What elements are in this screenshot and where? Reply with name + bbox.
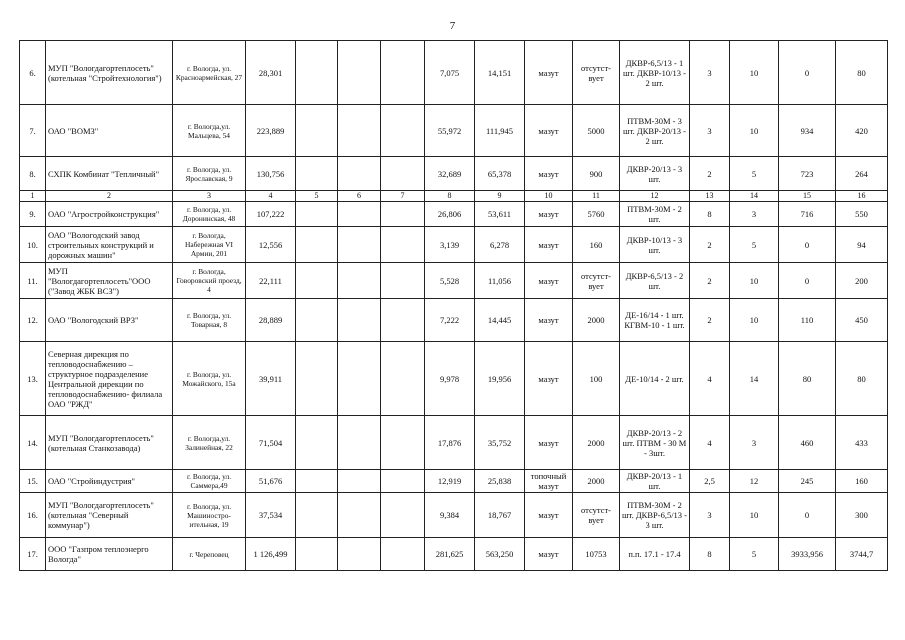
cell-fuel: мазут bbox=[525, 416, 573, 470]
cell-c13: 2 bbox=[690, 263, 730, 299]
cell-c4: 1 126,499 bbox=[246, 538, 296, 571]
table-body bbox=[20, 41, 888, 571]
cell-c16: 94 bbox=[836, 227, 888, 263]
page-number: 7 bbox=[449, 20, 456, 32]
cell-c6 bbox=[338, 299, 381, 342]
cell-name: МУП "Вологдагортеплосеть" (котельная "Северный коммунар") bbox=[46, 493, 173, 538]
cell-c11: 2000 bbox=[573, 416, 620, 470]
cell-c7 bbox=[381, 470, 425, 493]
cell-c13: 3 bbox=[690, 41, 730, 105]
column-number: 1 bbox=[20, 191, 46, 202]
cell-c6 bbox=[338, 493, 381, 538]
cell-no: 13. bbox=[20, 342, 46, 416]
cell-c8: 7,222 bbox=[425, 299, 475, 342]
cell-c6 bbox=[338, 538, 381, 571]
table-row bbox=[20, 416, 888, 470]
cell-c13: 2 bbox=[690, 227, 730, 263]
cell-c8: 3,139 bbox=[425, 227, 475, 263]
cell-boilers: ДЕ-10/14 - 2 шт. bbox=[620, 342, 690, 416]
cell-c5 bbox=[296, 227, 338, 263]
cell-c9: 35,752 bbox=[475, 416, 525, 470]
cell-c16: 433 bbox=[836, 416, 888, 470]
cell-c15: 716 bbox=[779, 202, 836, 227]
cell-c7 bbox=[381, 538, 425, 571]
cell-c13: 4 bbox=[690, 342, 730, 416]
column-number-row bbox=[20, 191, 888, 202]
cell-c13: 2 bbox=[690, 299, 730, 342]
table-row bbox=[20, 299, 888, 342]
cell-c9: 25,838 bbox=[475, 470, 525, 493]
cell-boilers: ДКВР-20/13 - 3 шт. bbox=[620, 157, 690, 191]
cell-c6 bbox=[338, 227, 381, 263]
cell-address: г. Вологда, ул. Можайского, 15а bbox=[173, 342, 246, 416]
cell-c8: 32,689 bbox=[425, 157, 475, 191]
cell-c8: 281,625 bbox=[425, 538, 475, 571]
cell-no: 11. bbox=[20, 263, 46, 299]
cell-c13: 3 bbox=[690, 493, 730, 538]
cell-c15: 723 bbox=[779, 157, 836, 191]
cell-c15: 0 bbox=[779, 41, 836, 105]
cell-c13: 4 bbox=[690, 416, 730, 470]
cell-c14: 5 bbox=[730, 538, 779, 571]
cell-c9: 6,278 bbox=[475, 227, 525, 263]
column-number: 7 bbox=[381, 191, 425, 202]
cell-c4: 107,222 bbox=[246, 202, 296, 227]
cell-c14: 5 bbox=[730, 157, 779, 191]
cell-c7 bbox=[381, 157, 425, 191]
column-number: 5 bbox=[296, 191, 338, 202]
cell-c14: 10 bbox=[730, 41, 779, 105]
cell-address: г. Вологда, Набережная VI Армии, 201 bbox=[173, 227, 246, 263]
cell-name: ООО "Газпром теплоэнерго Вологда" bbox=[46, 538, 173, 571]
cell-c16: 160 bbox=[836, 470, 888, 493]
cell-fuel: мазут bbox=[525, 157, 573, 191]
cell-name: ОАО "Стройиндустрия" bbox=[46, 470, 173, 493]
cell-no: 8. bbox=[20, 157, 46, 191]
cell-c16: 200 bbox=[836, 263, 888, 299]
cell-address: г. Вологда, ул. Саммера,49 bbox=[173, 470, 246, 493]
cell-c16: 420 bbox=[836, 105, 888, 157]
column-number: 8 bbox=[425, 191, 475, 202]
cell-c4: 28,889 bbox=[246, 299, 296, 342]
column-number: 4 bbox=[246, 191, 296, 202]
cell-c9: 19,956 bbox=[475, 342, 525, 416]
cell-fuel: мазут bbox=[525, 493, 573, 538]
cell-boilers: п.п. 17.1 - 17.4 bbox=[620, 538, 690, 571]
cell-no: 9. bbox=[20, 202, 46, 227]
cell-c8: 9,384 bbox=[425, 493, 475, 538]
cell-c5 bbox=[296, 41, 338, 105]
cell-c9: 563,250 bbox=[475, 538, 525, 571]
cell-c6 bbox=[338, 202, 381, 227]
table-row bbox=[20, 470, 888, 493]
cell-c4: 28,301 bbox=[246, 41, 296, 105]
cell-c7 bbox=[381, 227, 425, 263]
cell-fuel: мазут bbox=[525, 227, 573, 263]
cell-boilers: ДЕ-16/14 - 1 шт. КГВМ-10 - 1 шт. bbox=[620, 299, 690, 342]
cell-fuel: топочный мазут bbox=[525, 470, 573, 493]
cell-c16: 80 bbox=[836, 41, 888, 105]
cell-c15: 934 bbox=[779, 105, 836, 157]
column-number: 2 bbox=[46, 191, 173, 202]
cell-c4: 22,111 bbox=[246, 263, 296, 299]
cell-c14: 12 bbox=[730, 470, 779, 493]
table-row bbox=[20, 538, 888, 571]
cell-address: г. Вологда, ул. Доронинская, 48 bbox=[173, 202, 246, 227]
cell-c9: 11,056 bbox=[475, 263, 525, 299]
cell-c4: 130,756 bbox=[246, 157, 296, 191]
cell-c6 bbox=[338, 41, 381, 105]
cell-c4: 39,911 bbox=[246, 342, 296, 416]
column-number: 11 bbox=[573, 191, 620, 202]
cell-c15: 0 bbox=[779, 493, 836, 538]
cell-c8: 17,876 bbox=[425, 416, 475, 470]
cell-c15: 245 bbox=[779, 470, 836, 493]
cell-name: МУП "Вологдагортеплосеть" (котельная Станкозавода) bbox=[46, 416, 173, 470]
cell-c5 bbox=[296, 299, 338, 342]
cell-c15: 80 bbox=[779, 342, 836, 416]
cell-c5 bbox=[296, 538, 338, 571]
boiler-registry-table bbox=[19, 40, 888, 571]
cell-fuel: мазут bbox=[525, 299, 573, 342]
cell-fuel: мазут bbox=[525, 263, 573, 299]
table-row bbox=[20, 227, 888, 263]
cell-boilers: ПТВМ-30М - 3 шт. ДКВР-20/13 - 2 шт. bbox=[620, 105, 690, 157]
cell-c5 bbox=[296, 157, 338, 191]
cell-name: ОАО "Вологодский ВРЗ" bbox=[46, 299, 173, 342]
cell-c11: 100 bbox=[573, 342, 620, 416]
cell-no: 16. bbox=[20, 493, 46, 538]
cell-c9: 14,151 bbox=[475, 41, 525, 105]
table-row bbox=[20, 105, 888, 157]
cell-c4: 71,504 bbox=[246, 416, 296, 470]
cell-no: 6. bbox=[20, 41, 46, 105]
cell-c16: 264 bbox=[836, 157, 888, 191]
table-row bbox=[20, 493, 888, 538]
cell-c9: 111,945 bbox=[475, 105, 525, 157]
cell-c6 bbox=[338, 416, 381, 470]
cell-c16: 300 bbox=[836, 493, 888, 538]
cell-c8: 26,806 bbox=[425, 202, 475, 227]
cell-c11: 5760 bbox=[573, 202, 620, 227]
cell-name: МУП "Вологдагортеплосеть"ООО ("Завод ЖБК ВСЗ") bbox=[46, 263, 173, 299]
cell-c13: 8 bbox=[690, 538, 730, 571]
cell-c16: 3744,7 bbox=[836, 538, 888, 571]
cell-c6 bbox=[338, 157, 381, 191]
cell-c15: 0 bbox=[779, 263, 836, 299]
cell-c6 bbox=[338, 342, 381, 416]
cell-address: г. Вологда, Говоровский проезд, 4 bbox=[173, 263, 246, 299]
cell-address: г. Вологда,ул. Залинейная, 22 bbox=[173, 416, 246, 470]
cell-c5 bbox=[296, 416, 338, 470]
column-number: 14 bbox=[730, 191, 779, 202]
cell-c8: 12,919 bbox=[425, 470, 475, 493]
cell-c13: 8 bbox=[690, 202, 730, 227]
cell-c7 bbox=[381, 299, 425, 342]
cell-no: 7. bbox=[20, 105, 46, 157]
cell-name: ОАО "Вологодский завод строительных конструкций и дорожных машин" bbox=[46, 227, 173, 263]
cell-c5 bbox=[296, 263, 338, 299]
cell-c5 bbox=[296, 342, 338, 416]
cell-c11: 10753 bbox=[573, 538, 620, 571]
cell-c8: 55,972 bbox=[425, 105, 475, 157]
cell-c13: 3 bbox=[690, 105, 730, 157]
cell-name: ОАО "ВОМЗ" bbox=[46, 105, 173, 157]
column-number: 12 bbox=[620, 191, 690, 202]
cell-address: г. Вологда,ул. Мальцева, 54 bbox=[173, 105, 246, 157]
cell-boilers: ПТВМ-30М - 2 шт. bbox=[620, 202, 690, 227]
cell-boilers: ДКВР-20/13 - 2 шт. ПТВМ - 30 М - 3шт. bbox=[620, 416, 690, 470]
cell-c4: 12,556 bbox=[246, 227, 296, 263]
cell-c11: 160 bbox=[573, 227, 620, 263]
cell-name: ОАО "Агростройконструкция" bbox=[46, 202, 173, 227]
cell-c11: 900 bbox=[573, 157, 620, 191]
cell-c16: 80 bbox=[836, 342, 888, 416]
cell-c7 bbox=[381, 41, 425, 105]
cell-address: г. Вологда, ул. Товарная, 8 bbox=[173, 299, 246, 342]
cell-c14: 14 bbox=[730, 342, 779, 416]
column-number: 10 bbox=[525, 191, 573, 202]
cell-no: 12. bbox=[20, 299, 46, 342]
cell-c14: 10 bbox=[730, 105, 779, 157]
column-number: 6 bbox=[338, 191, 381, 202]
cell-c9: 65,378 bbox=[475, 157, 525, 191]
cell-c9: 14,445 bbox=[475, 299, 525, 342]
cell-c14: 10 bbox=[730, 299, 779, 342]
cell-boilers: ДКВР-20/13 - 1 шт. bbox=[620, 470, 690, 493]
cell-c11: отсутст-вует bbox=[573, 263, 620, 299]
cell-no: 10. bbox=[20, 227, 46, 263]
cell-c14: 10 bbox=[730, 263, 779, 299]
column-number: 15 bbox=[779, 191, 836, 202]
cell-c7 bbox=[381, 263, 425, 299]
column-number: 3 bbox=[173, 191, 246, 202]
cell-c5 bbox=[296, 105, 338, 157]
cell-name: Северная дирекция по тепловодоснабжению – структурное подразделение Центральной дирекции по тепловодоснабжению- филиала ОАО "РЖД" bbox=[46, 342, 173, 416]
cell-c13: 2,5 bbox=[690, 470, 730, 493]
cell-c11: 5000 bbox=[573, 105, 620, 157]
cell-address: г. Вологда, ул. Ярославская, 9 bbox=[173, 157, 246, 191]
cell-no: 15. bbox=[20, 470, 46, 493]
table-row bbox=[20, 342, 888, 416]
cell-c8: 5,528 bbox=[425, 263, 475, 299]
cell-boilers: ПТВМ-30М - 2 шт. ДКВР-6,5/13 - 3 шт. bbox=[620, 493, 690, 538]
cell-address: г. Вологда, ул. Красноармейская, 27 bbox=[173, 41, 246, 105]
cell-c4: 51,676 bbox=[246, 470, 296, 493]
cell-c11: 2000 bbox=[573, 299, 620, 342]
cell-c8: 9,978 bbox=[425, 342, 475, 416]
cell-fuel: мазут bbox=[525, 538, 573, 571]
cell-c14: 3 bbox=[730, 202, 779, 227]
cell-c7 bbox=[381, 493, 425, 538]
cell-c9: 53,611 bbox=[475, 202, 525, 227]
cell-c4: 223,889 bbox=[246, 105, 296, 157]
cell-fuel: мазут bbox=[525, 202, 573, 227]
cell-name: СХПК Комбинат "Тепличный" bbox=[46, 157, 173, 191]
table-row bbox=[20, 263, 888, 299]
cell-boilers: ДКВР-6,5/13 - 2 шт. bbox=[620, 263, 690, 299]
cell-c6 bbox=[338, 105, 381, 157]
cell-c16: 550 bbox=[836, 202, 888, 227]
cell-c11: отсутст-вует bbox=[573, 41, 620, 105]
cell-c7 bbox=[381, 416, 425, 470]
cell-c16: 450 bbox=[836, 299, 888, 342]
cell-c7 bbox=[381, 202, 425, 227]
cell-c13: 2 bbox=[690, 157, 730, 191]
cell-no: 14. bbox=[20, 416, 46, 470]
cell-address: г. Череповец bbox=[173, 538, 246, 571]
cell-c5 bbox=[296, 470, 338, 493]
cell-c7 bbox=[381, 342, 425, 416]
table-row bbox=[20, 41, 888, 105]
cell-c15: 460 bbox=[779, 416, 836, 470]
cell-no: 17. bbox=[20, 538, 46, 571]
cell-address: г. Вологда, ул. Машиностро-ительная, 19 bbox=[173, 493, 246, 538]
cell-c5 bbox=[296, 202, 338, 227]
cell-c5 bbox=[296, 493, 338, 538]
cell-c15: 0 bbox=[779, 227, 836, 263]
cell-c14: 10 bbox=[730, 493, 779, 538]
table-row bbox=[20, 157, 888, 191]
cell-fuel: мазут bbox=[525, 342, 573, 416]
cell-fuel: мазут bbox=[525, 105, 573, 157]
cell-c15: 3933,956 bbox=[779, 538, 836, 571]
cell-c9: 18,767 bbox=[475, 493, 525, 538]
cell-c15: 110 bbox=[779, 299, 836, 342]
table-row bbox=[20, 202, 888, 227]
cell-name: МУП "Вологдагортеплосеть" (котельная "Стройтехнология") bbox=[46, 41, 173, 105]
cell-c6 bbox=[338, 470, 381, 493]
cell-boilers: ДКВР-6,5/13 - 1 шт. ДКВР-10/13 - 2 шт. bbox=[620, 41, 690, 105]
cell-c8: 7,075 bbox=[425, 41, 475, 105]
column-number: 16 bbox=[836, 191, 888, 202]
cell-c7 bbox=[381, 105, 425, 157]
cell-boilers: ДКВР-10/13 - 3 шт. bbox=[620, 227, 690, 263]
cell-c6 bbox=[338, 263, 381, 299]
cell-c14: 3 bbox=[730, 416, 779, 470]
cell-c11: отсутст-вует bbox=[573, 493, 620, 538]
cell-c4: 37,534 bbox=[246, 493, 296, 538]
cell-c14: 5 bbox=[730, 227, 779, 263]
cell-c11: 2000 bbox=[573, 470, 620, 493]
column-number: 13 bbox=[690, 191, 730, 202]
column-number: 9 bbox=[475, 191, 525, 202]
cell-fuel: мазут bbox=[525, 41, 573, 105]
